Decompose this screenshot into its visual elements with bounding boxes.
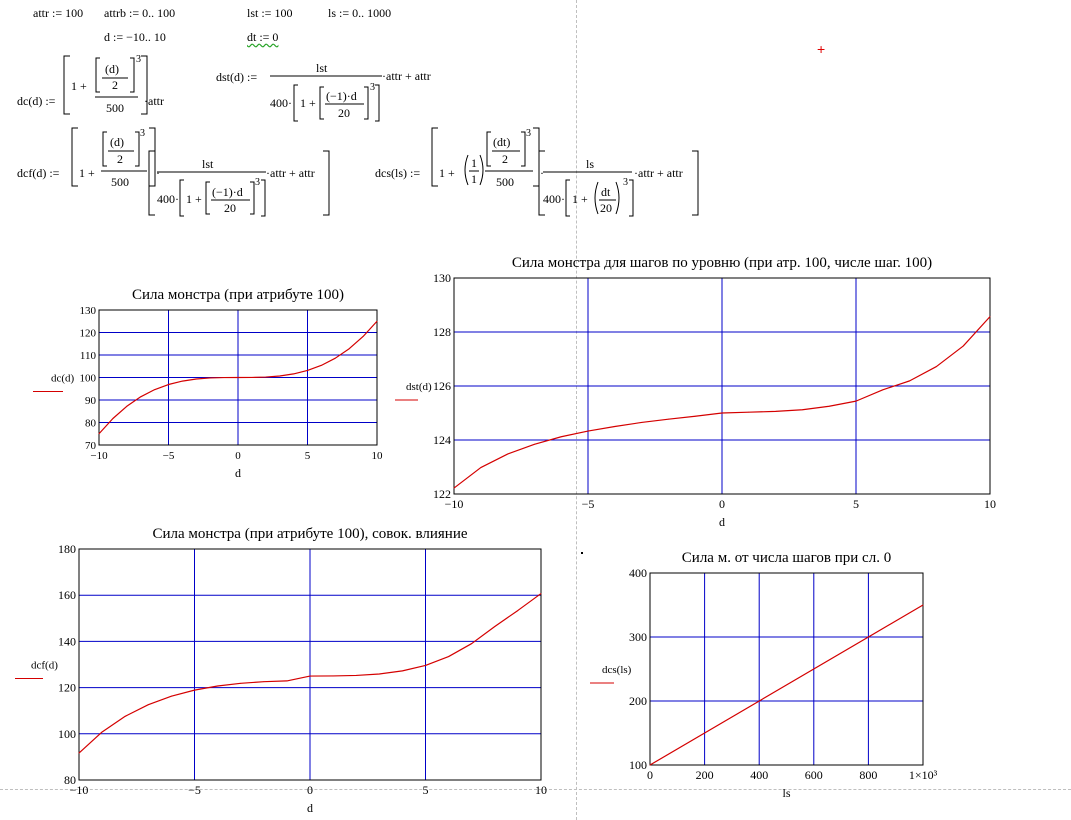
plot-dst[interactable]	[395, 245, 1005, 535]
cube-exponent: 3	[140, 128, 145, 139]
data-point	[252, 377, 253, 378]
data-point	[238, 377, 239, 378]
data-point	[722, 413, 723, 414]
d-definition[interactable]: d := −10.. 10	[104, 30, 166, 44]
y-tick-label: 160	[58, 588, 76, 603]
plot-dc[interactable]	[20, 275, 390, 485]
x-axis-label: d	[235, 466, 241, 480]
dst-formula[interactable]	[210, 55, 470, 125]
y-tick-label: 110	[79, 350, 96, 362]
ls-numerator: ls	[586, 157, 595, 171]
data-point	[534, 444, 535, 445]
five-hundred: 500	[106, 101, 124, 115]
x-axis-label: d	[307, 801, 313, 815]
data-point	[310, 676, 311, 677]
x-tick-label: 0	[235, 450, 241, 462]
y-tick-label: 120	[79, 327, 96, 340]
y-tick-label: 140	[58, 634, 76, 649]
x-tick-label: 10	[371, 450, 383, 462]
x-tick-label: 600	[804, 768, 823, 782]
data-point	[775, 411, 776, 412]
x-tick-label: −10	[69, 783, 89, 797]
x-tick-label: −5	[162, 450, 175, 462]
y-tick-label: 128	[433, 325, 451, 339]
region-marker	[581, 552, 583, 554]
data-point	[356, 675, 357, 676]
chart-title: Сила монстра (при атрибуте 100), совок. влияние	[152, 526, 468, 542]
data-point	[217, 686, 218, 687]
x-tick-label: 0	[719, 497, 725, 511]
data-point	[126, 406, 127, 407]
data-point	[287, 681, 288, 682]
data-point	[321, 365, 322, 366]
one-plus: 1 +	[300, 96, 316, 110]
data-point	[363, 336, 364, 337]
data-point	[448, 656, 449, 657]
data-point	[561, 436, 562, 437]
plot-dcf[interactable]	[15, 515, 575, 820]
data-point	[194, 690, 195, 691]
dc-lhs: dc(d) :=	[17, 94, 56, 108]
dcf-lhs: dcf(d) :=	[17, 166, 60, 180]
data-point	[333, 676, 334, 677]
y-tick-label: 80	[85, 417, 96, 430]
data-point	[265, 377, 266, 378]
chart-title: Сила монстра (при атрибуте 100)	[131, 287, 345, 303]
data-point	[182, 381, 183, 382]
dt-numerator: dt	[601, 185, 611, 199]
y-tick-label: 100	[58, 726, 76, 741]
data-point	[125, 716, 126, 717]
one-denominator: 1	[471, 172, 477, 186]
y-axis-label: dst(d)	[406, 381, 432, 393]
two: 2	[502, 152, 508, 166]
data-point	[224, 377, 225, 378]
x-tick-label: −10	[90, 450, 108, 462]
lst-numerator: lst	[316, 61, 328, 75]
times-attr: ·attr	[144, 94, 164, 108]
x-tick-label: 0	[307, 783, 313, 797]
dcs-formula[interactable]	[370, 122, 710, 222]
x-tick-label: 5	[304, 450, 311, 462]
plus-attr: ·attr + attr	[382, 69, 431, 83]
neg-d: (−1)·d	[212, 185, 243, 199]
y-tick-label: 100	[629, 758, 647, 772]
data-point	[99, 433, 100, 434]
data-point	[102, 732, 103, 733]
twenty: 20	[224, 201, 236, 215]
var-dt: (dt)	[493, 135, 511, 149]
dot-operator: ·	[156, 166, 160, 180]
data-point	[240, 683, 241, 684]
data-point	[588, 431, 589, 432]
y-tick-label: 400	[629, 566, 647, 580]
y-tick-label: 122	[433, 487, 451, 501]
data-point	[113, 418, 114, 419]
y-tick-label: 180	[58, 542, 76, 556]
y-tick-label: 80	[64, 773, 76, 787]
denom-400: 400·	[543, 192, 565, 206]
ls-definition[interactable]: ls := 0.. 1000	[328, 6, 392, 20]
attr-definition[interactable]: attr := 100	[33, 6, 84, 20]
data-point	[171, 696, 172, 697]
dcs-lhs: dcs(ls) :=	[375, 166, 421, 180]
twenty: 20	[600, 201, 612, 215]
y-tick-label: 120	[58, 680, 76, 695]
attrb-definition[interactable]: attrb := 0.. 100	[104, 6, 176, 20]
data-point	[377, 321, 378, 322]
one-plus: 1 +	[186, 192, 202, 206]
y-tick-label: 126	[433, 379, 451, 393]
data-point	[856, 401, 857, 402]
series-line	[650, 605, 923, 765]
crosshair-cursor-icon[interactable]: +	[817, 41, 826, 57]
two: 2	[117, 152, 123, 166]
y-tick-label: 90	[85, 395, 96, 407]
data-point	[349, 348, 350, 349]
data-point	[79, 753, 80, 754]
y-axis-label: dcf(d)	[31, 659, 58, 672]
y-tick-label: 130	[79, 305, 96, 317]
five-hundred: 500	[496, 175, 514, 189]
cube-exponent: 3	[623, 177, 628, 188]
data-point	[480, 467, 481, 468]
data-point	[140, 396, 141, 397]
data-point	[882, 389, 883, 390]
plus-attr: ·attr + attr	[266, 166, 315, 180]
data-point	[541, 593, 542, 594]
data-point	[802, 409, 803, 410]
data-point	[293, 374, 294, 375]
data-point	[963, 346, 964, 347]
x-tick-label: 10	[535, 783, 547, 797]
x-tick-label: −5	[581, 497, 595, 511]
data-point	[402, 670, 403, 671]
var-d: (d)	[105, 62, 119, 76]
y-axis-label: dc(d)	[51, 372, 75, 385]
dcf-formula[interactable]	[0, 122, 340, 222]
x-tick-label: 400	[750, 768, 769, 782]
one-plus: 1 +	[71, 79, 87, 93]
data-point	[668, 419, 669, 420]
chart-title: Сила м. от числа шагов при сл. 0	[681, 550, 892, 566]
dst-lhs: dst(d) :=	[216, 70, 258, 84]
data-point	[210, 378, 211, 379]
data-point	[695, 416, 696, 417]
data-point	[148, 704, 149, 705]
x-tick-label: −10	[444, 497, 464, 511]
y-tick-label: 200	[629, 694, 647, 708]
data-point	[829, 406, 830, 407]
data-point	[748, 412, 749, 413]
data-point	[650, 765, 651, 766]
data-point	[909, 380, 910, 381]
five-hundred: 500	[111, 175, 129, 189]
plot-dcs[interactable]	[590, 540, 970, 815]
data-point	[154, 389, 155, 390]
data-point	[279, 376, 280, 377]
x-tick-label: 1×10³	[908, 768, 938, 782]
one-plus: 1 +	[79, 166, 95, 180]
y-tick-label: 100	[79, 372, 96, 385]
lst-numerator: lst	[202, 157, 214, 171]
plot-frame	[650, 573, 923, 765]
data-point	[936, 366, 937, 367]
data-point	[335, 358, 336, 359]
y-tick-label: 300	[629, 630, 647, 644]
var-d: (d)	[110, 135, 124, 149]
x-tick-label: 200	[695, 768, 714, 782]
y-tick-label: 130	[433, 271, 451, 285]
dt-definition[interactable]: dt := 0	[247, 30, 279, 44]
x-tick-label: 0	[647, 768, 653, 782]
two: 2	[112, 78, 118, 92]
data-point	[379, 674, 380, 675]
x-tick-label: −5	[188, 783, 201, 797]
x-tick-label: 5	[422, 783, 429, 797]
data-point	[494, 626, 495, 627]
data-point	[471, 643, 472, 644]
data-point	[425, 665, 426, 666]
dc-formula[interactable]	[0, 50, 220, 125]
one-plus: 1 +	[439, 166, 455, 180]
data-point	[641, 422, 642, 423]
data-point	[307, 370, 308, 371]
x-tick-label: 10	[984, 497, 996, 511]
twenty: 20	[338, 106, 350, 120]
cube-exponent: 3	[255, 177, 260, 188]
one-numerator: 1	[471, 156, 477, 170]
data-point	[614, 426, 615, 427]
data-point	[263, 681, 264, 682]
x-tick-label: 800	[859, 768, 878, 782]
data-point	[518, 610, 519, 611]
x-tick-label: 5	[853, 497, 859, 511]
cube-exponent: 3	[136, 54, 141, 65]
y-axis-label: dcs(ls)	[602, 664, 632, 676]
cube-exponent: 3	[526, 128, 531, 139]
dot-operator: ·	[540, 166, 544, 180]
data-point	[196, 379, 197, 380]
data-point	[168, 384, 169, 385]
y-tick-label: 124	[433, 433, 451, 447]
neg-d: (−1)·d	[326, 89, 357, 103]
plus-attr: ·attr + attr	[634, 166, 683, 180]
x-axis-label: ls	[782, 786, 791, 800]
data-point	[923, 605, 924, 606]
cube-exponent: 3	[370, 82, 375, 93]
chart-title: Сила монстра для шагов по уровню (при атр. 100, числе шаг. 100)	[511, 255, 933, 271]
data-point	[990, 316, 991, 317]
y-tick-label: 70	[85, 440, 96, 452]
data-point	[507, 454, 508, 455]
lst-definition[interactable]: lst := 100	[247, 6, 293, 20]
denom-400: 400·	[270, 96, 292, 110]
x-axis-label: d	[719, 515, 725, 529]
one-plus: 1 +	[572, 192, 588, 206]
denom-400: 400·	[157, 192, 179, 206]
data-point	[454, 488, 455, 489]
